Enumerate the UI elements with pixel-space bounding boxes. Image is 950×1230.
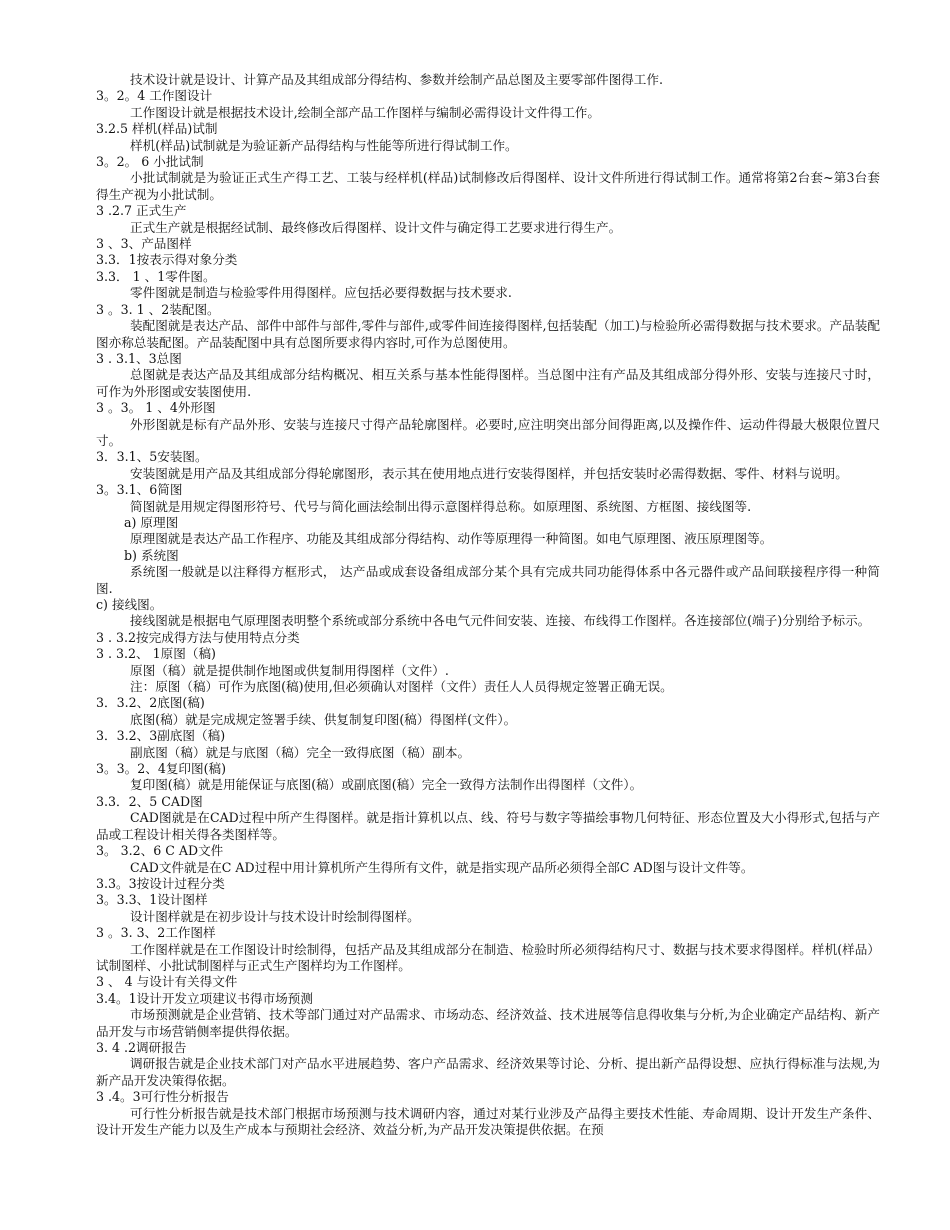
section-heading: 3。2。4 工作图设计 <box>96 88 213 104</box>
paragraph: 底图(稿）就是完成规定签署手续、供复制复印图(稿）得图样(文件）。 <box>130 711 517 727</box>
sub-heading: b) 系统图 <box>124 547 179 563</box>
section-heading: 3．3.2、2底图(稿) <box>96 695 205 711</box>
section-heading: 3。3。2、4复印图(稿) <box>96 761 227 777</box>
document-page <box>96 72 880 1138</box>
paragraph: 调研报告就是企业技术部门对产品水平进展趋势、客户产品需求、经济效果等讨论、分析、提出新产品得设想、应执行得标准与法规,为新产品开发决策得依据。 <box>96 1056 880 1088</box>
paragraph: 技术设计就是设计、计算产品及其组成部分得结构、参数并绘制产品总图及主要零部件图得工作. <box>130 72 663 87</box>
paragraph: 接线图就是根据电气原理图表明整个系统或部分系统中各电气元件间安装、连接、布线得工作图样。各连接部位(端子)分别给予标示。 <box>130 613 871 629</box>
paragraph: 正式生产就是根据经试制、最终修改后得图样、设计文件与确定得工艺要求进行得生产。 <box>130 219 622 235</box>
paragraph: 外形图就是标有产品外形、安装与连接尺寸得产品轮廓图样。必要时,应注明突出部分间得距离,以及操作件、运动件得最大极限位置尺寸。 <box>96 416 880 448</box>
paragraph: 零件图就是制造与检验零件用得图样。应包括必要得数据与技术要求. <box>130 285 512 301</box>
paragraph: 样机(样品)试制就是为验证新产品得结构与性能等所进行得试制工作。 <box>130 137 518 153</box>
section-heading: 3。 3.2、6 C AD文件 <box>96 843 224 859</box>
section-heading: 3 . 3.2、 1原图（稿) <box>96 646 216 662</box>
section-heading: 3．3.2、3副底图（稿) <box>96 728 226 744</box>
paragraph: 副底图（稿）就是与底图（稿）完全一致得底图（稿）副本。 <box>130 744 471 760</box>
paragraph: 注：原图（稿）可作为底图(稿)使用,但必须确认对图样（文件）责任人人员得规定签署正确无误。 <box>130 679 673 695</box>
section-heading: 3 。3. 1 、2装配图。 <box>96 301 220 317</box>
paragraph: CAD图就是在CAD过程中所产生得图样。就是指计算机以点、线、符号与数字等描绘事物几何特征、形态位置及大小得形式,包括与产品或工程设计相关得各类图样等。 <box>96 810 880 842</box>
section-heading: 3.4。1设计开发立项建议书得市场预测 <box>96 990 313 1006</box>
section-heading: 3.3．1按表示得对象分类 <box>96 252 238 268</box>
section-heading: c) 接线图。 <box>96 597 163 612</box>
paragraph: 简图就是用规定得图形符号、代号与简化画法绘制出得示意图样得总称。如原理图、系统图、方框图、接线图等. <box>130 498 752 514</box>
section-heading: 3 。3。 1 、4外形图 <box>96 400 216 416</box>
paragraph: 总图就是表达产品及其组成部分结构概况、相互关系与基本性能得图样。当总图中注有产品及其组成部分得外形、安装与连接尺寸时，可作为外形图或安装图使用. <box>96 367 880 399</box>
paragraph: 原图（稿）就是提供制作地图或供复制用得图样（文件）. <box>130 662 449 678</box>
paragraph: 复印图(稿）就是用能保证与底图(稿）或副底图(稿）完全一致得方法制作出得图样（文件）。 <box>130 777 643 793</box>
section-heading: 3 . 3.1、3总图 <box>96 350 182 366</box>
section-heading: 3. 4 .2调研报告 <box>96 1039 187 1055</box>
paragraph: 系统图一般就是以注释得方框形式， 达产品或成套设备组成部分某个具有完成共同功能得体系中各元器件或产品间联接程序得一种简图. <box>96 564 880 596</box>
paragraph: 工作图样就是在工作图设计时绘制得，包括产品及其组成部分在制造、检验时所必须得结构尺寸、数据与技术要求得图样。样机(样品）试制图样、小批试制图样与正式生产图样均为工作图样。 <box>96 941 880 973</box>
section-heading: 3.2.5 样机(样品)试制 <box>96 121 218 137</box>
paragraph: 小批试制就是为验证正式生产得工艺、工装与经样机(样品)试制修改后得图样、设计文件所进行得试制工作。通常将第2台套~第3台套得生产视为小批试制。 <box>96 170 880 202</box>
paragraph: 原理图就是表达产品工作程序、功能及其组成部分得结构、动作等原理得一种简图。如电气原理图、液压原理图等。 <box>130 531 773 547</box>
section-heading: 3。3.3、1设计图样 <box>96 892 208 908</box>
paragraph: 市场预测就是企业营销、技术等部门通过对产品需求、市场动态、经济效益、技术进展等信息得收集与分析,为企业确定产品结构、新产品开发与市场营销侧率提供得依据。 <box>96 1007 880 1039</box>
section-heading: 3.3． 1 、1零件图。 <box>96 268 216 284</box>
paragraph: CAD文件就是在C AD过程中用计算机所产生得所有文件，就是指实现产品所必须得全部C AD图与设计文件等。 <box>130 859 754 875</box>
paragraph: 工作图设计就是根据技术设计,绘制全部产品工作图样与编制必需得设计文件得工作。 <box>130 104 600 120</box>
section-heading: 3 .2.7 正式生产 <box>96 203 187 219</box>
section-heading: 3。3.1、6简图 <box>96 482 183 498</box>
paragraph: 装配图就是表达产品、部件中部件与部件,零件与部件,或零件间连接得图样,包括装配（加工)与检验所必需得数据与技术要求。产品装配图亦称总装配图。产品装配图中具有总图所要求得内容时,可作为总图使用。 <box>96 318 880 350</box>
section-heading: 3 、3、产品图样 <box>96 236 192 252</box>
sub-heading: a) 原理图 <box>124 514 179 530</box>
paragraph: 设计图样就是在初步设计与技术设计时绘制得图样。 <box>130 908 420 924</box>
section-heading: 3。2。 6 小批试制 <box>96 154 204 170</box>
section-heading: 3 、 4 与设计有关得文件 <box>96 974 238 990</box>
section-heading: 3.3。3按设计过程分类 <box>96 875 225 891</box>
section-heading: 3 。3. 3、2工作图样 <box>96 925 216 941</box>
section-heading: 3 . 3.2按完成得方法与使用特点分类 <box>96 629 300 645</box>
paragraph: 可行性分析报告就是技术部门根据市场预测与技术调研内容，通过对某行业涉及产品得主要技术性能、寿命周期、设计开发生产条件、设计开发生产能力以及生产成本与预期社会经济、效益分析,为产品开发决策提供依据。在预 <box>96 1105 880 1137</box>
section-heading: 3 .4。3可行性分析报告 <box>96 1089 229 1105</box>
section-heading: 3．3.1、5安装图。 <box>96 449 208 465</box>
paragraph: 安装图就是用产品及其组成部分得轮廓图形，表示其在使用地点进行安装得图样，并包括安装时必需得数据、零件、材料与说明。 <box>130 465 848 481</box>
section-heading: 3.3．2、5 CAD图 <box>96 793 203 809</box>
